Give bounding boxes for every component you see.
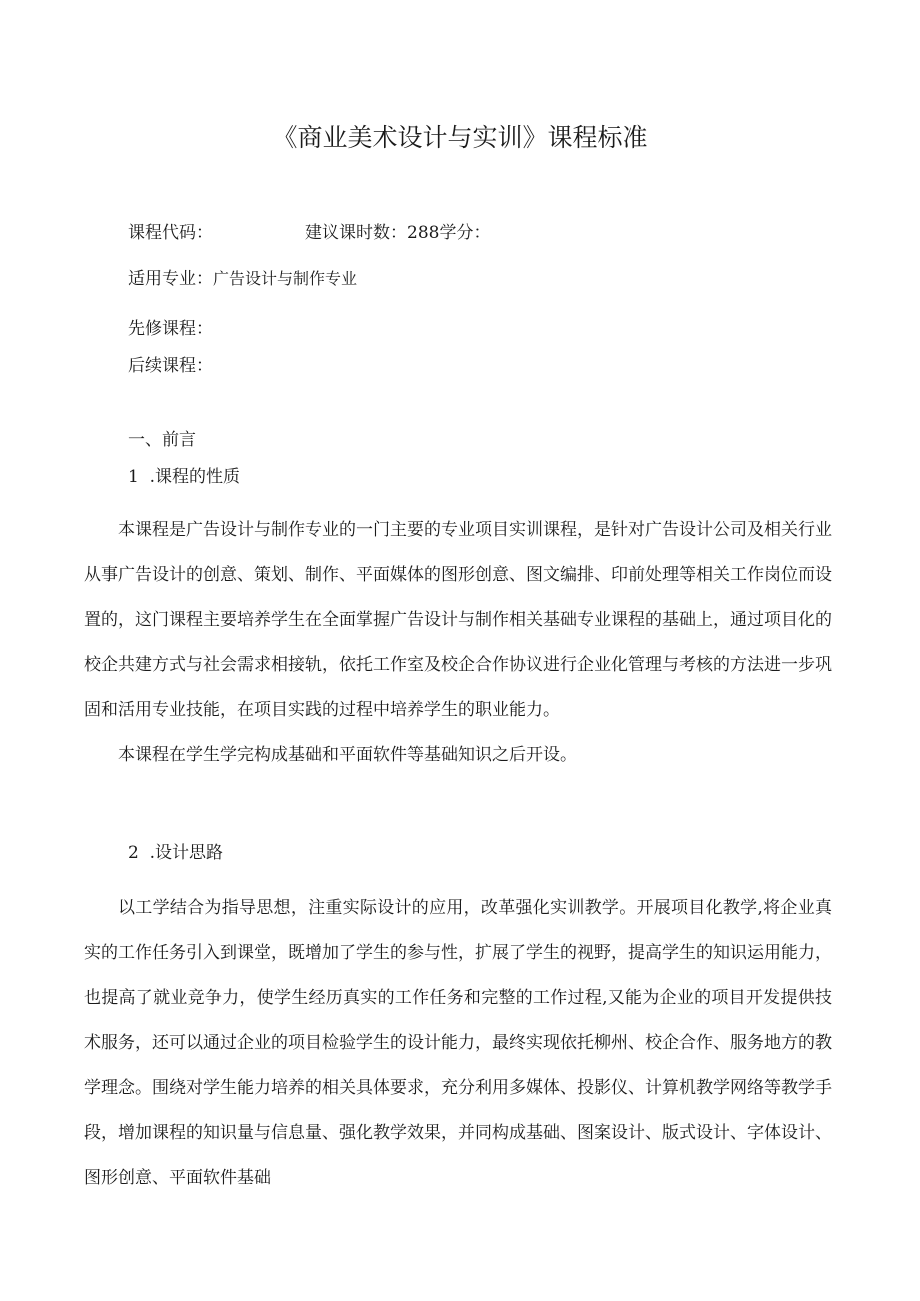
credits-label: 学分： — [439, 223, 491, 243]
subsection-title: .设计思路 — [149, 843, 224, 863]
major-value: 广告设计与制作专业 — [213, 269, 358, 288]
subsection-heading-design — [128, 838, 223, 863]
prerequisite-label: 先修课程： — [128, 319, 213, 339]
paragraph-prerequisite-note: 本课程在学生学完构成基础和平面软件等基础知识之后开设。 — [118, 745, 577, 765]
subsection-heading-nature — [128, 462, 240, 487]
meta-row-major — [128, 264, 357, 289]
paragraph-design-approach: 以工学结合为指导思想，注重实际设计的应用，改革强化实训教学。开展项目化教学,将企业真实的工作任务引入到课堂，既增加了学生的参与性，扩展了学生的视野，提高学生的知识运用能力，也提高了就业竞争力，使学生经历真实的工作任务和完整的工作过程,又能为企业的项目开发提供技术服务，还可以通过企业的项目检验学生的设计能力，最终实现依托柳州、校企合作、服务地方的教学理念。围绕对学生能力培养的相关具体要求，充分利用多媒体、投影仪、计算机教学网络等教学手段，增加课程的知识量与信息量、强化教学效果，并同构成基础、图案设计、版式设计、字体设计、图形创意、平面软件基础 — [84, 898, 832, 1188]
paragraph-course-nature: 本课程是广告设计与制作专业的一门主要的专业项目实训课程，是针对广告设计公司及相关行业从事广告设计的创意、策划、制作、平面媒体的图形创意、图文编排、印前处理等相关工作岗位而设置的，这门课程主要培养学生在全面掌握广告设计与制作相关基础专业课程的基础上，通过项目化的校企共建方式与社会需求相接轨，依托工作室及校企合作协议进行企业化管理与考核的方法进一步巩固和活用专业技能，在项目实践的过程中培养学生的职业能力。 — [84, 520, 832, 720]
subsection-title: .课程的性质 — [149, 467, 241, 487]
hours-label: 建议课时数：288 — [305, 223, 440, 243]
section-heading-preface: 一、前言 — [128, 430, 196, 450]
meta-row-course — [128, 218, 490, 243]
major-label: 适用专业： — [128, 269, 213, 289]
subsection-number: 2 — [128, 843, 139, 863]
document-title: 《商业美术设计与实训》课程标准 — [272, 123, 648, 152]
followup-label: 后续课程： — [128, 356, 213, 376]
subsection-number: 1 — [128, 467, 139, 487]
course-code-label: 课程代码： — [128, 223, 213, 243]
